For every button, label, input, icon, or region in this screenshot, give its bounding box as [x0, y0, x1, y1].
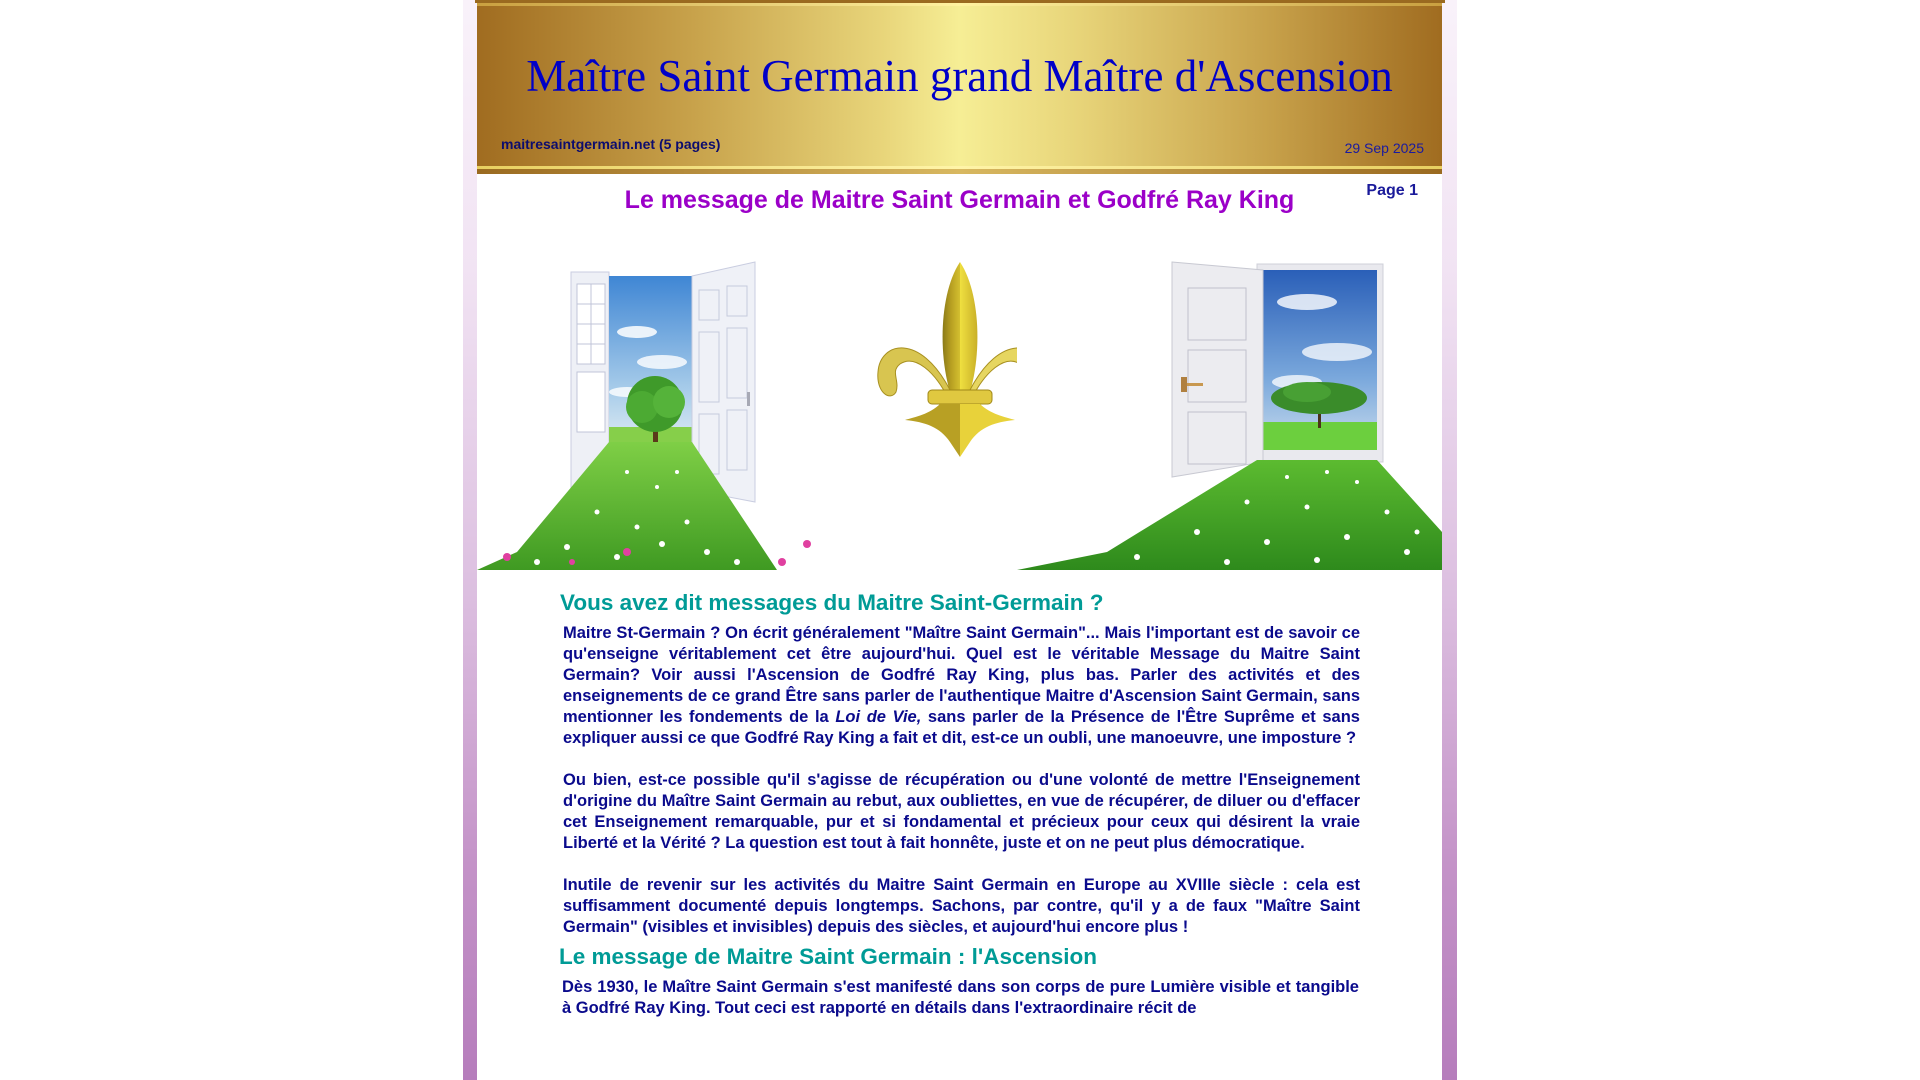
site-title: Maître Saint Germain grand Maître d'Ascension	[526, 51, 1393, 101]
loi-de-vie-emphasis: Loi de Vie,	[835, 708, 922, 726]
open-door-right-image	[1017, 232, 1442, 570]
paragraph-intro-part2: sans parler de la Présence de l'Être Suprême et sans expliquer aussi ce que Godfré Ray King a fait et dit, est-ce un oubli, une manoeuvre, une imposture ?	[563, 708, 1360, 747]
paragraph-xviii-siecle: Inutile de revenir sur les activités du Maitre Saint Germain en Europe au XVIIIe siècle : cela est suffisamment documenté depuis longtemps. Sachons, par contre, qu'il y a de faux "Maître Saint Germain" (visibles et invisibles) depuis des siècles, et aujourd'hui encore plus !	[563, 876, 1360, 936]
page-container	[477, 0, 1442, 1080]
paragraph-1930: Dès 1930, le Maître Saint Germain s'est manifesté dans son corps de pure Lumière visible et tangible à Godfré Ray King. Tout ceci est rapporté en détails dans l'extraordinaire récit de	[562, 978, 1359, 1017]
paragraph-intro-part1: Maitre St-Germain ? On écrit généralement "Maître Saint Germain"... Mais l'important est de savoir ce qu'enseigne véritablement cet être aujourd'hui. Quel est le véritable Message du Maitre Saint Germain? Voir aussi l'Ascension de Godfré Ray King, plus bas. Parler des activités et des enseignements de ce grand Être sans parler de l'authentique Maitre d'Ascension Saint Germain, sans mentionner les fondements de la	[563, 624, 1360, 726]
page-subtitle: Le message de Maitre Saint Germain et Godfré Ray King	[624, 186, 1295, 214]
main-content	[560, 586, 1360, 1019]
section-heading-ascension: Le message de Maitre Saint Germain : l'Ascension	[559, 944, 1098, 969]
left-decorative-border	[463, 0, 478, 1080]
paragraph-intro	[563, 623, 1360, 749]
paragraph-recuperation: Ou bien, est-ce possible qu'il s'agisse de récupération ou d'une volonté de mettre l'Enseignement d'origine du Maître Saint Germain au rebut, aux oubliettes, en vue de récupérer, de diluer ou d'effacer cet Enseignement remarquable, pur et si fondamental et précieux pour ceux qui désirent la vraie Liberté et la Vérité ? La question est tout à fait honnête, juste et on ne peut plus démocratique.	[563, 771, 1360, 852]
section-heading-messages: Vous avez dit messages du Maitre Saint-Germain ?	[560, 590, 1104, 615]
open-door-left-image	[477, 232, 828, 570]
right-decorative-border	[1442, 0, 1457, 1080]
site-header	[477, 0, 1442, 174]
header-top-highlight	[477, 3, 1442, 6]
banner	[477, 232, 1442, 570]
site-name-link[interactable]: maitresaintgermain.net (5 pages)	[501, 136, 721, 152]
header-bottom-rule	[477, 169, 1442, 174]
site-date: 29 Sep 2025	[1344, 140, 1424, 156]
page-number: Page 1	[1366, 182, 1418, 199]
